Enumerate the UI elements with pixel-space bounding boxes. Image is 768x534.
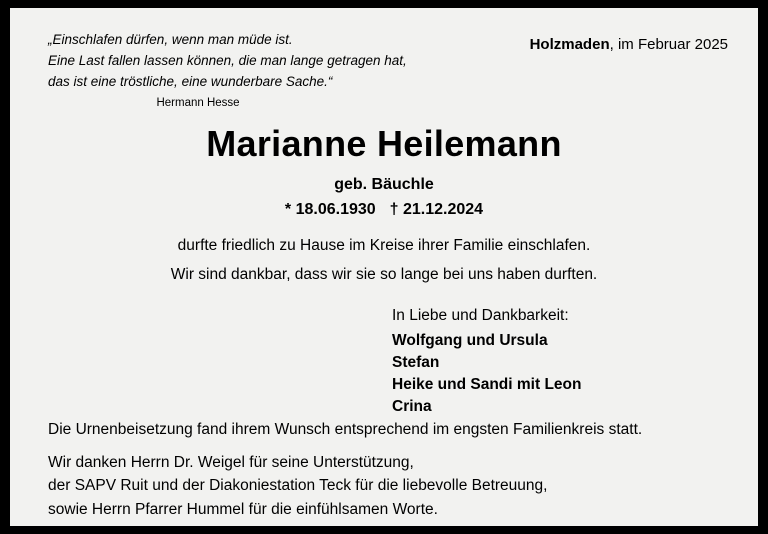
quote-line-1: „Einschlafen dürfen, wenn man müde ist.: [48, 32, 293, 47]
death-date: † 21.12.2024: [389, 201, 484, 218]
notice-inner: [10, 8, 758, 526]
closing-paragraph-1: [48, 418, 642, 441]
family-member: Wolfgang und Ursula: [392, 332, 548, 349]
quote-line-2: Eine Last fallen lassen können, die man lange getragen hat,: [48, 52, 407, 68]
birth-date: * 18.06.1930: [284, 201, 376, 218]
quote-author: Hermann Hesse: [156, 96, 240, 109]
family-member: Crina: [392, 398, 432, 415]
place-name: Holzmaden: [529, 36, 610, 53]
closing-line: der SAPV Ruit und der Diakoniestation Teck für die liebevolle Betreuung,: [48, 477, 548, 495]
life-dates: [10, 201, 758, 219]
family-member: Stefan: [392, 354, 440, 371]
closing-line: Die Urnenbeisetzung fand ihrem Wunsch entsprechend im engsten Familienkreis statt.: [48, 421, 643, 438]
closing-paragraph-2: [48, 451, 547, 521]
place-and-date: [530, 36, 728, 53]
date-text: , im Februar 2025: [609, 36, 728, 53]
family-block: [392, 307, 581, 418]
intro-line-2: Wir sind dankbar, dass wir sie so lange bei uns haben durften.: [170, 266, 598, 283]
closing-line: sowie Herrn Pfarrer Hummel für die einfühlsamen Worte.: [48, 500, 438, 518]
obituary-notice-card: [10, 8, 758, 526]
quote-block: [48, 30, 448, 109]
maiden-name: geb. Bäuchle: [334, 176, 434, 193]
closing-line: Wir danken Herrn Dr. Weigel für seine Unterstützung,: [48, 454, 414, 471]
family-heading: In Liebe und Dankbarkeit:: [392, 307, 569, 324]
intro-line-1: durfte friedlich zu Hause im Kreise ihrer Familie einschlafen.: [177, 237, 591, 254]
family-member: Heike und Sandi mit Leon: [392, 376, 582, 393]
deceased-name: Marianne Heilemann: [206, 123, 562, 164]
quote-line-3: das ist eine tröstliche, eine wunderbare Sache.“: [48, 73, 333, 89]
